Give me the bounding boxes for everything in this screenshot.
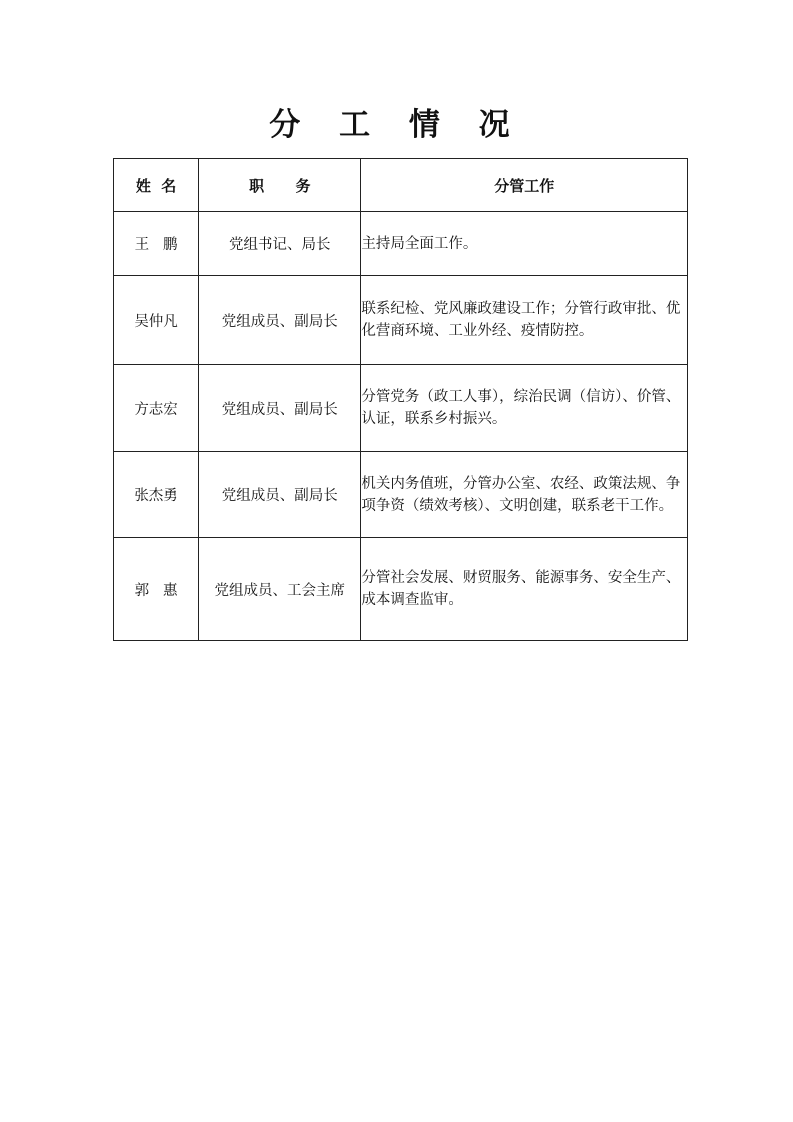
row-name: 方志宏 xyxy=(114,365,199,452)
row-work: 分管党务（政工人事），综治民调（信访）、价管、认证，联系乡村振兴。 xyxy=(361,365,688,452)
row-work: 联系纪检、党风廉政建设工作；分管行政审批、优化营商环境、工业外经、疫情防控。 xyxy=(361,276,688,365)
division-of-work-table xyxy=(113,158,688,641)
header-name: 姓 名 xyxy=(114,159,199,212)
table-row xyxy=(114,365,688,452)
table-row xyxy=(114,212,688,276)
table-row xyxy=(114,538,688,641)
table-row xyxy=(114,276,688,365)
row-work: 主持局全面工作。 xyxy=(361,212,688,276)
row-name: 王 鹏 xyxy=(114,212,199,276)
row-name: 吴仲凡 xyxy=(114,276,199,365)
row-name: 张杰勇 xyxy=(114,452,199,538)
table-header-row xyxy=(114,159,688,212)
header-position: 职 务 xyxy=(199,159,361,212)
row-position: 党组成员、副局长 xyxy=(199,365,361,452)
row-position: 党组成员、副局长 xyxy=(199,276,361,365)
page-title: 分 工 情 况 xyxy=(269,107,524,143)
row-position: 党组成员、工会主席 xyxy=(199,538,361,641)
row-position: 党组成员、副局长 xyxy=(199,452,361,538)
row-position: 党组书记、局长 xyxy=(199,212,361,276)
header-work: 分管工作 xyxy=(361,159,688,212)
row-work: 机关内务值班，分管办公室、农经、政策法规、争项争资（绩效考核）、文明创建，联系老干工作。 xyxy=(361,452,688,538)
row-work: 分管社会发展、财贸服务、能源事务、安全生产、成本调查监审。 xyxy=(361,538,688,641)
row-name: 郭 惠 xyxy=(114,538,199,641)
table-row xyxy=(114,452,688,538)
